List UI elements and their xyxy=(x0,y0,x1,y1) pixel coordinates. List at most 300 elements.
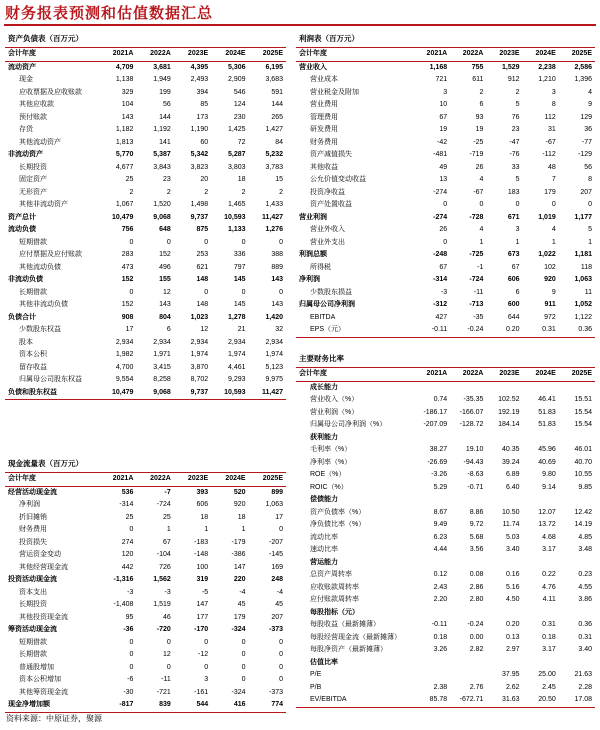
row-label: P/E xyxy=(310,671,322,678)
row-value: 9,975 xyxy=(265,376,283,383)
row-label: 获利能力 xyxy=(310,433,338,441)
row-value: -4 xyxy=(239,588,246,596)
row-value: 0 xyxy=(279,238,283,246)
row-value: 0 xyxy=(443,201,448,208)
row-value: 1,023 xyxy=(190,313,209,321)
row-value: 0 xyxy=(204,638,209,646)
row-value: 0.31 xyxy=(542,621,556,628)
row-value: 31 xyxy=(547,126,556,133)
row-value: 1,276 xyxy=(265,226,283,233)
row-value: 2 xyxy=(479,88,484,96)
table-row xyxy=(5,274,286,287)
row-value: -324 xyxy=(231,688,246,696)
row-value: 118 xyxy=(580,263,592,271)
row-value: 0 xyxy=(515,201,520,208)
row-value: 3.40 xyxy=(505,546,520,553)
row-value: -248 xyxy=(433,251,448,258)
row-value: 0 xyxy=(204,288,209,296)
table-header-row xyxy=(296,48,595,61)
row-value: 2.43 xyxy=(433,583,448,591)
row-value: 920 xyxy=(233,501,246,508)
row-value: 0 xyxy=(241,288,246,296)
row-value: 1,949 xyxy=(153,76,171,83)
row-value: 13.72 xyxy=(538,521,556,528)
row-value: 0 xyxy=(129,663,134,671)
title-divider xyxy=(4,24,596,26)
row-value: 394 xyxy=(196,88,209,96)
row-value: -94.43 xyxy=(463,458,484,466)
row-value: -67 xyxy=(473,188,484,196)
row-value xyxy=(523,607,559,620)
table-row xyxy=(5,599,286,612)
row-value: 17.08 xyxy=(559,694,595,707)
row-value: 0 xyxy=(588,201,592,208)
row-value: 169 xyxy=(271,563,283,571)
table-row xyxy=(296,519,595,532)
row-value: 37.95 xyxy=(502,671,520,678)
row-label: ROE（%） xyxy=(310,471,346,478)
table-row xyxy=(5,324,286,337)
row-value: 45.96 xyxy=(538,446,556,453)
row-value: 0 xyxy=(241,638,246,646)
year-header: 2024E xyxy=(211,473,248,486)
row-value: 38.27 xyxy=(429,446,448,453)
section-title: 利润表（百万元） xyxy=(299,34,359,43)
row-value: 5 xyxy=(515,176,520,183)
row-value: 5,232 xyxy=(265,151,283,158)
row-value: -0.11 xyxy=(414,324,450,337)
row-value: 0 xyxy=(166,238,171,246)
row-value: 1,420 xyxy=(265,313,283,321)
row-value: 2,934 xyxy=(265,338,283,346)
table-row xyxy=(5,237,286,250)
row-value: -6 xyxy=(127,676,134,683)
row-label: 每股经营现金流（最新摊薄） xyxy=(310,633,401,641)
balance-sheet-table xyxy=(5,31,286,400)
row-label: 现金净增加额 xyxy=(5,699,99,712)
row-value: 0 xyxy=(551,201,556,208)
row-value: 36 xyxy=(584,126,592,133)
table-row xyxy=(296,644,595,657)
row-label: EV/EBITDA xyxy=(296,694,414,707)
row-value: -207.09 xyxy=(423,421,448,428)
row-value: 148 xyxy=(196,276,209,283)
table-row xyxy=(296,249,595,262)
row-value: 0.36 xyxy=(578,621,592,628)
row-value: 5.68 xyxy=(469,533,484,541)
year-header: 2024E xyxy=(211,48,248,61)
row-value: 220 xyxy=(233,576,246,583)
row-value: 5,770 xyxy=(115,151,134,158)
row-label: 长期投资 xyxy=(19,601,47,608)
row-value: 9.49 xyxy=(433,521,448,528)
row-value: 4.44 xyxy=(433,546,448,553)
row-value: 14.19 xyxy=(574,521,592,528)
table-row xyxy=(5,187,286,200)
row-value xyxy=(523,432,559,445)
row-label: 其他非流动负债 xyxy=(19,301,68,308)
row-label: 存货 xyxy=(19,126,33,133)
row-value: -3 xyxy=(440,288,448,296)
row-value: 104 xyxy=(121,101,134,108)
row-label: 每股指标（元） xyxy=(310,608,359,616)
row-value: 0 xyxy=(279,663,283,671)
row-value: -0.11 xyxy=(431,621,448,628)
row-value: 4.85 xyxy=(578,533,592,541)
table-row xyxy=(296,324,595,337)
row-value: 416 xyxy=(211,699,248,712)
row-value: 8,258 xyxy=(153,376,171,383)
row-value: 93 xyxy=(475,113,484,121)
row-label: 其他收益 xyxy=(310,163,338,171)
table-row xyxy=(5,124,286,137)
row-label: 归属母公司净利润（%） xyxy=(310,421,387,428)
row-value: 11 xyxy=(584,288,592,296)
row-value: -161 xyxy=(194,688,209,696)
row-value: 8,702 xyxy=(190,376,209,383)
table-row xyxy=(296,262,595,275)
row-value: 1,425 xyxy=(228,126,246,133)
table-row xyxy=(5,549,286,562)
year-header: 2021A xyxy=(414,368,450,381)
row-value: 1,190 xyxy=(190,126,209,133)
header-label: 会计年度 xyxy=(5,48,99,61)
row-value: 9,293 xyxy=(228,376,246,383)
row-value: -4 xyxy=(276,588,283,596)
table-row xyxy=(296,507,595,520)
row-label: 流动资产 xyxy=(8,63,36,71)
row-value: 179 xyxy=(233,613,246,621)
table-row xyxy=(5,287,286,300)
row-value: -720 xyxy=(156,626,171,633)
row-label: 财务费用 xyxy=(310,138,338,146)
row-value: 10 xyxy=(439,101,448,108)
row-value: 2.20 xyxy=(433,596,448,603)
row-value: 1,192 xyxy=(153,126,171,133)
row-value: 8 xyxy=(588,176,592,183)
row-value: 3 xyxy=(204,676,209,683)
row-label: 固定资产 xyxy=(19,176,47,183)
row-value: 774 xyxy=(249,699,286,712)
row-value: 611 xyxy=(472,76,484,83)
row-value: 95 xyxy=(125,613,134,621)
row-value: 3.40 xyxy=(578,646,592,653)
row-value: 591 xyxy=(271,88,283,96)
row-value: 4 xyxy=(479,226,484,233)
row-value: 2 xyxy=(279,188,283,196)
row-label: 其他经营现金流 xyxy=(19,563,68,571)
row-value: 183 xyxy=(507,188,520,196)
row-label: 营业外支出 xyxy=(310,238,345,246)
row-value: 2,934 xyxy=(190,338,209,346)
row-value: 152 xyxy=(159,251,171,258)
row-value: 1,063 xyxy=(574,276,592,283)
row-label: 偿债能力 xyxy=(310,496,338,503)
row-value: -207 xyxy=(268,538,283,546)
row-label: 其他投资现金流 xyxy=(19,613,68,621)
row-value: 143 xyxy=(271,276,283,283)
row-value: 1,519 xyxy=(153,601,171,608)
row-value xyxy=(414,607,450,620)
row-value: 1,122 xyxy=(574,313,592,321)
year-header: 2022A xyxy=(136,473,173,486)
row-value: 1 xyxy=(241,526,246,533)
row-value: 5.16 xyxy=(505,583,520,591)
row-value: 17 xyxy=(275,513,283,521)
row-value: 8 xyxy=(551,101,556,108)
row-value: 100 xyxy=(196,563,209,571)
row-value: 152 xyxy=(121,276,134,283)
row-label: 财务费用 xyxy=(19,526,47,533)
row-value: 329 xyxy=(121,88,134,96)
row-value xyxy=(559,494,595,507)
row-label: 管理费用 xyxy=(310,113,338,121)
row-value: 6.40 xyxy=(505,483,520,491)
row-value: -186.17 xyxy=(423,408,448,416)
row-value: 0.31 xyxy=(578,633,592,641)
row-label: 毛利率（%） xyxy=(310,446,352,453)
row-value: 10,593 xyxy=(211,387,248,400)
row-label: 估值比率 xyxy=(310,658,338,666)
row-value: 3,843 xyxy=(153,163,171,171)
row-value: 1,465 xyxy=(228,201,246,208)
row-value xyxy=(414,669,450,682)
row-value: 31.63 xyxy=(486,694,522,707)
row-value: 18 xyxy=(200,513,209,521)
row-value: 4.68 xyxy=(542,533,556,541)
row-value: 3 xyxy=(443,88,448,96)
row-value: -30 xyxy=(123,688,134,696)
row-label: 研发费用 xyxy=(310,126,338,133)
row-value: 0.13 xyxy=(505,633,520,641)
row-value: 920 xyxy=(544,276,556,283)
row-value: 4.55 xyxy=(578,583,592,591)
row-label: 营运资金变动 xyxy=(19,551,61,558)
year-header: 2022A xyxy=(136,48,173,61)
row-value: 2,934 xyxy=(228,338,246,346)
row-value: 9,737 xyxy=(174,387,211,400)
table-row xyxy=(296,532,595,545)
row-value: 0 xyxy=(279,651,283,658)
row-value: -817 xyxy=(99,699,136,712)
row-label: 成长能力 xyxy=(310,383,338,391)
row-value: 192.19 xyxy=(498,408,520,416)
row-value: 143 xyxy=(159,301,171,308)
table-row xyxy=(5,174,286,187)
row-value: -0.71 xyxy=(467,483,484,491)
row-value: -148 xyxy=(194,551,209,558)
header-label: 会计年度 xyxy=(5,473,99,486)
year-header: 2023E xyxy=(174,473,211,486)
row-value: 4,700 xyxy=(115,363,134,371)
page-title: 财务报表预测和估值数据汇总 xyxy=(5,4,214,22)
row-value: 143 xyxy=(121,113,134,121)
row-value: 0.18 xyxy=(542,633,556,641)
row-value: 621 xyxy=(196,263,209,271)
row-value: 2 xyxy=(241,188,246,196)
table-row xyxy=(296,582,595,595)
table-row xyxy=(296,557,595,570)
row-value: 1,019 xyxy=(538,213,556,221)
table-row xyxy=(296,149,595,162)
row-value: 40.35 xyxy=(502,446,520,453)
row-label: 投资活动现金流 xyxy=(8,576,57,583)
table-row xyxy=(296,494,595,507)
table-row xyxy=(5,249,286,262)
table-row xyxy=(296,694,595,707)
row-value: 199 xyxy=(159,88,171,96)
row-value: 5 xyxy=(515,101,520,108)
row-value: 393 xyxy=(196,488,209,496)
row-value: -76 xyxy=(509,151,520,158)
row-label: 非流动资产 xyxy=(8,151,43,158)
table-row xyxy=(5,524,286,537)
year-header: 2023E xyxy=(486,48,522,61)
table-header-row xyxy=(5,48,286,61)
row-label: 净利润 xyxy=(19,501,40,508)
table-row xyxy=(5,537,286,550)
table-row xyxy=(296,457,595,470)
row-value: 1 xyxy=(551,238,556,246)
row-value: 4,461 xyxy=(228,363,246,371)
row-value: 2,909 xyxy=(228,76,246,83)
row-value: 756 xyxy=(121,226,134,233)
row-value: 21.63 xyxy=(574,671,592,678)
table-row xyxy=(296,469,595,482)
row-value: 19 xyxy=(475,126,484,133)
row-value: 39.24 xyxy=(502,458,520,466)
table-row xyxy=(296,212,595,225)
row-label: 应收票据及应收账款 xyxy=(19,88,82,96)
row-value: 11.74 xyxy=(502,521,520,528)
table-row xyxy=(5,61,286,74)
row-value: 25 xyxy=(125,513,134,521)
table-row xyxy=(296,99,595,112)
table-header-row xyxy=(5,473,286,486)
row-value: 9.80 xyxy=(542,471,556,478)
row-value: 544 xyxy=(174,699,211,712)
row-value: 0 xyxy=(204,238,209,246)
table-row xyxy=(296,432,595,445)
row-value: -373 xyxy=(268,688,283,696)
row-label: 每股净资产（最新摊薄） xyxy=(310,646,387,653)
row-value: 4 xyxy=(551,226,556,233)
data-table xyxy=(296,48,595,338)
row-value: -274 xyxy=(433,213,448,221)
row-label: 资产负债率（%） xyxy=(310,508,366,516)
row-value: 2 xyxy=(129,188,134,196)
row-label: 其他筹资现金流 xyxy=(19,688,68,696)
table-row xyxy=(5,649,286,662)
row-value: -42 xyxy=(437,138,448,146)
row-value: 755 xyxy=(471,63,484,71)
row-value: 0.08 xyxy=(469,571,484,578)
table-row xyxy=(5,224,286,237)
row-value: 3 xyxy=(515,226,520,233)
table-row xyxy=(5,486,286,499)
table-row xyxy=(296,299,595,312)
row-value: 4.50 xyxy=(505,596,520,603)
year-header: 2025E xyxy=(249,48,286,61)
row-value: 9 xyxy=(588,101,592,108)
table-row xyxy=(5,137,286,150)
row-label: 现金 xyxy=(19,76,33,83)
row-value: 5,387 xyxy=(153,151,171,158)
row-value xyxy=(450,494,486,507)
row-value: 3.17 xyxy=(542,646,556,653)
row-value: 0 xyxy=(166,638,171,646)
row-value: 143 xyxy=(271,301,283,308)
table-row xyxy=(5,499,286,512)
row-value: 0.74 xyxy=(433,396,448,403)
row-value: 0 xyxy=(129,526,134,533)
row-label: EBITDA xyxy=(310,313,336,321)
row-label: 投资净收益 xyxy=(310,188,345,196)
row-value: -166.07 xyxy=(459,408,484,416)
row-value: 2,238 xyxy=(538,63,556,71)
row-value: 51.83 xyxy=(538,408,556,416)
table-row xyxy=(5,337,286,350)
row-value: 21 xyxy=(237,326,246,333)
table-row xyxy=(5,99,286,112)
row-value xyxy=(486,657,522,670)
row-value: 1,168 xyxy=(429,63,448,71)
row-value: 972 xyxy=(544,313,556,321)
row-label: 长期借款 xyxy=(19,651,47,658)
row-value: 1,520 xyxy=(153,201,171,208)
row-value: 5,306 xyxy=(228,63,246,71)
row-value: 0 xyxy=(479,201,484,208)
cash-flow-table xyxy=(5,456,286,713)
row-label: 净负债比率（%） xyxy=(310,521,366,528)
row-value: 0 xyxy=(129,238,134,246)
row-value: -724 xyxy=(156,501,171,508)
row-value: 3.17 xyxy=(542,546,556,553)
source-note: 资料来源：中原证券，聚源 xyxy=(6,714,102,723)
row-value: 600 xyxy=(507,301,520,308)
table-row xyxy=(5,624,286,637)
row-value: -713 xyxy=(469,301,484,308)
row-value: -35.35 xyxy=(463,396,484,403)
row-value: 207 xyxy=(580,188,592,196)
row-value: 4.76 xyxy=(542,583,556,591)
row-value: 4 xyxy=(588,88,592,96)
row-value: 7 xyxy=(551,176,556,183)
row-value: 5.29 xyxy=(433,483,448,491)
year-header: 2021A xyxy=(99,48,136,61)
table-row xyxy=(5,512,286,525)
row-value xyxy=(486,381,522,394)
row-label: 资本支出 xyxy=(19,588,47,596)
row-value: -26.69 xyxy=(427,458,448,466)
row-value: 9.14 xyxy=(542,483,556,491)
row-label: 经营活动现金流 xyxy=(8,488,57,496)
row-value xyxy=(523,557,559,570)
row-value: 25 xyxy=(125,176,134,183)
row-value: 85 xyxy=(200,101,209,108)
row-value: 0.31 xyxy=(523,324,559,337)
row-value: 875 xyxy=(196,226,209,233)
row-value xyxy=(450,432,486,445)
row-value: 1,974 xyxy=(265,351,283,358)
row-value: 0 xyxy=(241,663,246,671)
row-value: 23 xyxy=(162,176,171,183)
table-header-row xyxy=(296,368,595,381)
row-label: 少数股东权益 xyxy=(19,326,61,333)
row-value: 17 xyxy=(125,326,134,333)
row-value: 26 xyxy=(439,226,448,233)
row-value: 1 xyxy=(479,238,484,246)
